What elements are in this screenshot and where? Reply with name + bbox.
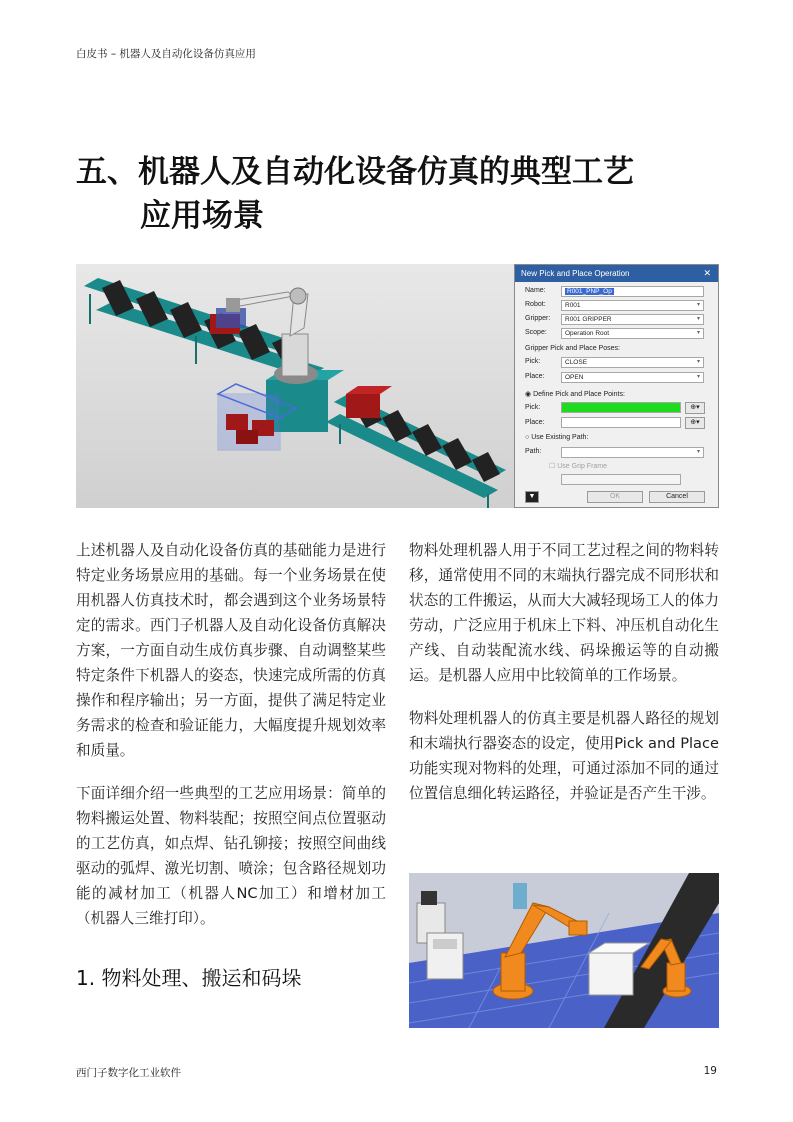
figure-robot-cell [409,873,719,1028]
running-header: 白皮书 – 机器人及自动化设备仿真应用 [76,48,256,60]
use-path-radio[interactable]: ○ Use Existing Path: [525,434,589,441]
use-path-label: Use Existing Path: [531,434,589,441]
close-icon[interactable]: ✕ [703,268,711,278]
dialog-title: New Pick and Place Operation [521,269,630,278]
ok-button[interactable]: OK [587,491,643,503]
place-point-button[interactable]: ⊕▾ [685,417,705,429]
pick-pose-label: Pick: [525,358,541,365]
right-paragraph-2: 物料处理机器人的仿真主要是机器人路径的规划和末端执行器姿态的设定，使用Pick and Place功能实现对物料的处理，可通过添加不同的通过位置信息细化转运路径，并验证是否产生干涉。 [409,710,719,802]
expand-icon[interactable]: ▼ [525,491,539,503]
path-select[interactable] [561,447,704,458]
place-point-input[interactable] [561,417,681,428]
footer-company: 西门子数字化工业软件 [76,1067,181,1079]
grip-frame-input[interactable] [561,474,681,485]
chevron-down-icon: ▾ [696,449,700,455]
conveyor-robot-scene [76,264,514,508]
name-value: R001_PNP_Op [567,288,612,295]
work-station [589,953,633,995]
cancel-button[interactable]: Cancel [649,491,705,503]
section-heading: 1. 物料处理、搬运和码垛 [76,966,302,990]
figure-pick-and-place [76,264,719,508]
robot-label: Robot: [525,301,546,308]
robot-select[interactable] [561,300,704,311]
gripper-value: R001 GRIPPER [565,316,612,323]
chevron-down-icon: ▾ [696,316,700,322]
grip-frame-checkbox[interactable]: ☐ Use Grip Frame [549,463,608,470]
pick-pose-value: CLOSE [565,359,588,366]
scope-value: Operation Root [565,330,610,337]
pick-point-label: Pick: [525,404,541,411]
robot-value: R001 [565,302,581,309]
right-paragraph-1: 物料处理机器人用于不同工艺过程之间的物料转移，通常使用不同的末端执行器完成不同形状和状态的工件搬运，从而大大减轻现场工人的体力劳动，广泛应用于机床上下料、冲压机自动化生产线、自动装配流水线、码垛搬运等的自动搬运。是机器人应用中比较简单的工作场景。 [409,542,719,684]
scope-label: Scope: [525,329,547,336]
place-pose-value: OPEN [565,374,584,381]
pick-pose-select[interactable] [561,357,704,368]
place-pose-select[interactable] [561,372,704,383]
name-label: Name: [525,287,546,294]
gripper-label: Gripper: [525,315,551,322]
left-paragraph-2: 下面详细介绍一些典型的工艺应用场景：简单的物料搬运处置、物料装配；按照空间点位置驱动的工艺仿真，如点焊、钻孔铆接；按照空间曲线驱动的弧焊、激光切割、喷涂；包含路径规划功能的减材加工（机器人NC加工）和增材加工（机器人三维打印）。 [76,785,386,927]
path-label: Path: [525,448,542,455]
dialog-titlebar [515,265,718,282]
pick-point-input[interactable] [561,402,681,413]
name-input[interactable] [561,286,704,297]
pick-point-button[interactable]: ⊕▾ [685,402,705,414]
gripper-select[interactable] [561,314,704,325]
title-line-1: 五、机器人及自动化设备仿真的典型工艺 [76,154,634,190]
left-paragraph-1: 上述机器人及自动化设备仿真的基础能力是进行特定业务场景应用的基础。每一个业务场景在使用机器人仿真技术时，都会遇到这个业务场景特定的需求。西门子机器人及自动化设备仿真解决方案，一方面自动生成仿真步骤、自动调整某些特定条件下机器人的姿态，快速完成所需的仿真操作和程序输出；另一方面，提供了满足特定业务需求的检查和验证能力，大幅度提升规划效率和质量。 [76,542,386,759]
chevron-down-icon: ▾ [696,374,700,380]
scope-select[interactable] [561,328,704,339]
title-line-2: 应用场景 [140,198,264,234]
chevron-down-icon: ▾ [696,302,700,308]
page-title [76,150,634,238]
pick-place-dialog [514,264,719,508]
page-number: 19 [703,1065,717,1077]
define-points-label: Define Pick and Place Points: [533,391,625,398]
poses-header: Gripper Pick and Place Poses: [525,345,620,352]
place-point-label: Place: [525,419,545,426]
right-column [409,538,719,824]
left-column [76,538,386,949]
chevron-down-icon: ▾ [696,359,700,365]
red-box-right [346,394,380,418]
define-points-radio[interactable]: ◉ Define Pick and Place Points: [525,391,625,398]
robot-cell-scene [409,873,719,1028]
chevron-down-icon: ▾ [696,330,700,336]
place-pose-label: Place: [525,373,545,380]
grip-frame-label: Use Grip Frame [557,463,608,470]
